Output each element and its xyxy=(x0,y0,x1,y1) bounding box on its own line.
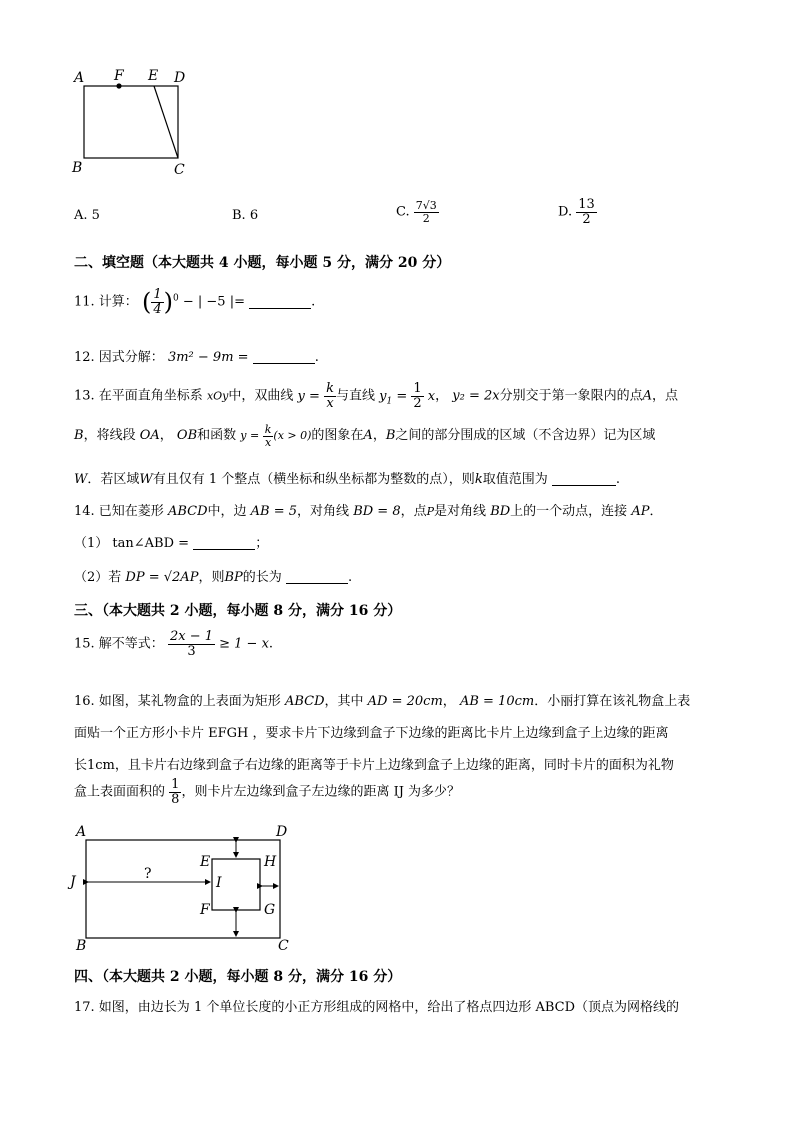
q13-point-a: A xyxy=(363,428,373,444)
q13-k: k xyxy=(474,472,483,487)
q13-line-y1: $y_1$ = $\frac{1}{2}$ x xyxy=(379,381,436,411)
q13-text: ， xyxy=(435,388,449,404)
q16-ab: AB = 10cm xyxy=(459,694,535,709)
question-14-line-1 xyxy=(74,500,662,519)
section-2-title: 二、填空题（本大题共 4 小题，每小题 5 分，满分 20 分） xyxy=(74,255,451,271)
q13-domain: (x > 0) xyxy=(273,429,312,443)
q15-denominator: 3 xyxy=(187,643,196,659)
label-A: A xyxy=(74,70,85,86)
q16-num: 1 xyxy=(171,777,180,792)
q13-text: ．若区域 xyxy=(87,472,140,487)
q14-text: 上的一个动点，连接 xyxy=(510,504,628,519)
q16-ad: AD = 20cm xyxy=(367,694,443,709)
question-12 xyxy=(74,346,319,365)
q13-segment-ob: OB xyxy=(176,428,198,444)
q16-text: ，其中 xyxy=(324,694,364,709)
q14-text: ，对角线 xyxy=(297,504,350,519)
q12-answer-blank[interactable] xyxy=(253,349,315,364)
question-16-line-2: 面贴一个正方形小卡片 EFGH ，要求卡片下边缘到盒子下边缘的距离比卡片上边缘到盒子上边缘的距离 xyxy=(74,726,669,741)
q14-ap: AP xyxy=(631,504,650,519)
q15-numerator: 2x − 1 xyxy=(169,629,213,644)
label-I: I xyxy=(216,875,222,891)
question-16-line-4 xyxy=(74,778,460,806)
question-13-line-3 xyxy=(74,468,620,487)
section-3-title: 三、（本大题共 2 小题，每小题 8 分，满分 16 分） xyxy=(74,603,402,619)
q14-sub1-end: ； xyxy=(255,536,269,551)
q12-prefix: 12. 因式分解： xyxy=(74,350,164,365)
q16-text: ， xyxy=(442,694,456,709)
q14-text: 14. 已知在菱形 xyxy=(74,504,164,519)
option-d-den: 2 xyxy=(582,211,591,227)
q13-answer-blank[interactable] xyxy=(552,471,616,486)
question-15 xyxy=(74,630,273,658)
q14-text: ，点 xyxy=(400,504,427,519)
question-17-line-1: 17. 如图，由边长为 1 个单位长度的小正方形组成的网格中，给出了格点四边形 ABCD（顶点为网格线的 xyxy=(74,1000,680,1015)
q13-text: 13. 在平面直角坐标系 xyxy=(74,388,203,404)
q12-expr: 3m² − 9m = xyxy=(167,350,249,365)
label-H: H xyxy=(264,854,277,870)
q13-text: ，将线段 xyxy=(83,428,136,444)
q13-function: y = $\frac{k}{x}$ xyxy=(240,423,272,449)
option-d-num: 13 xyxy=(578,197,595,212)
q11-end: . xyxy=(311,294,316,310)
question-16-line-3: 长1cm，且卡片右边缘到盒子右边缘的距离等于卡片上边缘到盒子上边缘的距离，同时卡片的面积为礼物 xyxy=(74,758,674,773)
question-14-sub-2 xyxy=(74,566,352,585)
label-G: G xyxy=(264,902,276,918)
q14-bd: BD = 8 xyxy=(353,504,401,519)
figure-gift-box xyxy=(66,820,296,956)
question-11 xyxy=(74,288,315,316)
question-13-line-1 xyxy=(74,382,678,410)
q15-prefix: 15. 解不等式： xyxy=(74,636,164,652)
label-D: D xyxy=(174,70,186,86)
option-d-fraction xyxy=(576,198,597,226)
q15-fraction xyxy=(168,630,215,658)
q14-text: ． xyxy=(649,504,663,519)
q16-text: 盒上表面面积的 xyxy=(74,784,166,800)
q11-exponent: 0 xyxy=(172,293,179,304)
q13-region-w: W xyxy=(74,472,88,487)
q14-sub2-text: ，则 xyxy=(198,570,225,585)
label-E: E xyxy=(200,854,211,870)
q13-text: ，点 xyxy=(652,388,679,404)
label-D: D xyxy=(276,824,288,840)
q14-sub2-text: 的长为 xyxy=(242,570,282,585)
q11-fraction: $\frac{1}{4}$ xyxy=(153,287,162,317)
label-C: C xyxy=(174,162,185,178)
q14-sub1-text: （1） tan∠ABD = xyxy=(74,536,190,551)
q11-prefix: 11. 计算： xyxy=(74,294,138,310)
q11-answer-blank[interactable] xyxy=(249,294,311,309)
option-c-num: 7√3 xyxy=(415,199,437,212)
option-d[interactable] xyxy=(558,198,597,226)
q13-xoy: xOy xyxy=(206,389,229,403)
q14-sub2-end: . xyxy=(347,570,353,585)
q16-text: ．小丽打算在该礼物盒上表 xyxy=(534,694,691,709)
q13-line-y2: y₂ = 2x xyxy=(452,388,500,404)
figure-rectangle-abcd xyxy=(70,64,200,179)
q14-rhombus: ABCD xyxy=(167,504,208,519)
option-c-fraction xyxy=(414,200,439,224)
option-c-label: C. xyxy=(396,204,410,220)
q14-sub2-text: （2）若 xyxy=(74,570,122,585)
option-d-label: D. xyxy=(558,204,573,220)
q13-text: 与直线 xyxy=(335,388,375,404)
q16-text: ，则卡片左边缘到盒子左边缘的距离 IJ 为多少？ xyxy=(181,784,461,800)
q13-text: 取值范围为 xyxy=(482,472,548,487)
q13-segment-oa: OA xyxy=(139,428,160,444)
q14-point-p: P xyxy=(426,505,435,518)
q15-end: . xyxy=(268,636,274,652)
option-b[interactable]: B. 6 xyxy=(232,208,259,223)
label-A: A xyxy=(76,824,87,840)
question-13-line-2 xyxy=(74,424,655,448)
q13-text: 中，双曲线 xyxy=(228,388,294,404)
question-14-sub-1 xyxy=(74,532,268,551)
question-16-line-1 xyxy=(74,690,690,709)
q16-text: 16. 如图，某礼物盒的上表面为矩形 xyxy=(74,694,281,709)
label-E: E xyxy=(148,68,159,84)
q14-ab: AB = 5 xyxy=(250,504,298,519)
q13-text: ， xyxy=(372,428,386,444)
label-question-mark: ? xyxy=(144,866,152,882)
q16-den: 8 xyxy=(171,791,180,807)
q11-expr: − | −5 |= xyxy=(182,294,245,310)
q15-rhs: ≥ 1 − x xyxy=(219,636,269,652)
q14-sub2-answer-blank[interactable] xyxy=(286,569,348,584)
q14-bd-diag: BD xyxy=(490,504,511,519)
q12-end: . xyxy=(314,350,319,365)
q13-point-a: A xyxy=(642,388,653,404)
q13-text: ， xyxy=(159,428,173,444)
q14-text: 是对角线 xyxy=(434,504,487,519)
q13-text: 之间的部分围成的区域（不含边界）记为区域 xyxy=(395,428,656,444)
q13-point-b: B xyxy=(385,428,396,444)
q14-sub1-answer-blank[interactable] xyxy=(193,535,255,550)
label-F: F xyxy=(114,68,124,84)
q13-point-b: B xyxy=(74,428,84,444)
q11-paren-close: ) xyxy=(163,288,173,317)
q16-rect: ABCD xyxy=(284,694,325,709)
label-J: J xyxy=(70,874,76,890)
label-B: B xyxy=(72,160,83,176)
q13-text: 和函数 xyxy=(197,428,237,444)
label-C: C xyxy=(278,938,289,954)
q11-paren-open: ( xyxy=(141,288,152,317)
q14-sub2-condition: DP = √2AP xyxy=(125,570,199,585)
section-4-title: 四、（本大题共 2 小题，每小题 8 分，满分 16 分） xyxy=(74,969,402,985)
q13-text: 有且仅有 1 个整点（横坐标和纵坐标都为整数的点），则 xyxy=(152,472,475,487)
q13-end: . xyxy=(615,472,620,487)
option-c[interactable] xyxy=(396,200,439,224)
q16-fraction xyxy=(169,778,181,806)
q13-text: 的图象在 xyxy=(311,428,364,444)
q13-region-w: W xyxy=(139,472,153,487)
label-B: B xyxy=(76,938,87,954)
label-F: F xyxy=(200,902,210,918)
q14-text: 中，边 xyxy=(207,504,247,519)
q14-sub2-bp: BP xyxy=(224,570,243,585)
q13-text: 分别交于第一象限内的点 xyxy=(499,388,643,404)
option-a[interactable]: A. 5 xyxy=(74,208,100,223)
option-c-den: 2 xyxy=(422,211,430,225)
q13-hyperbola: y = $\frac{k}{x}$ xyxy=(297,381,334,411)
